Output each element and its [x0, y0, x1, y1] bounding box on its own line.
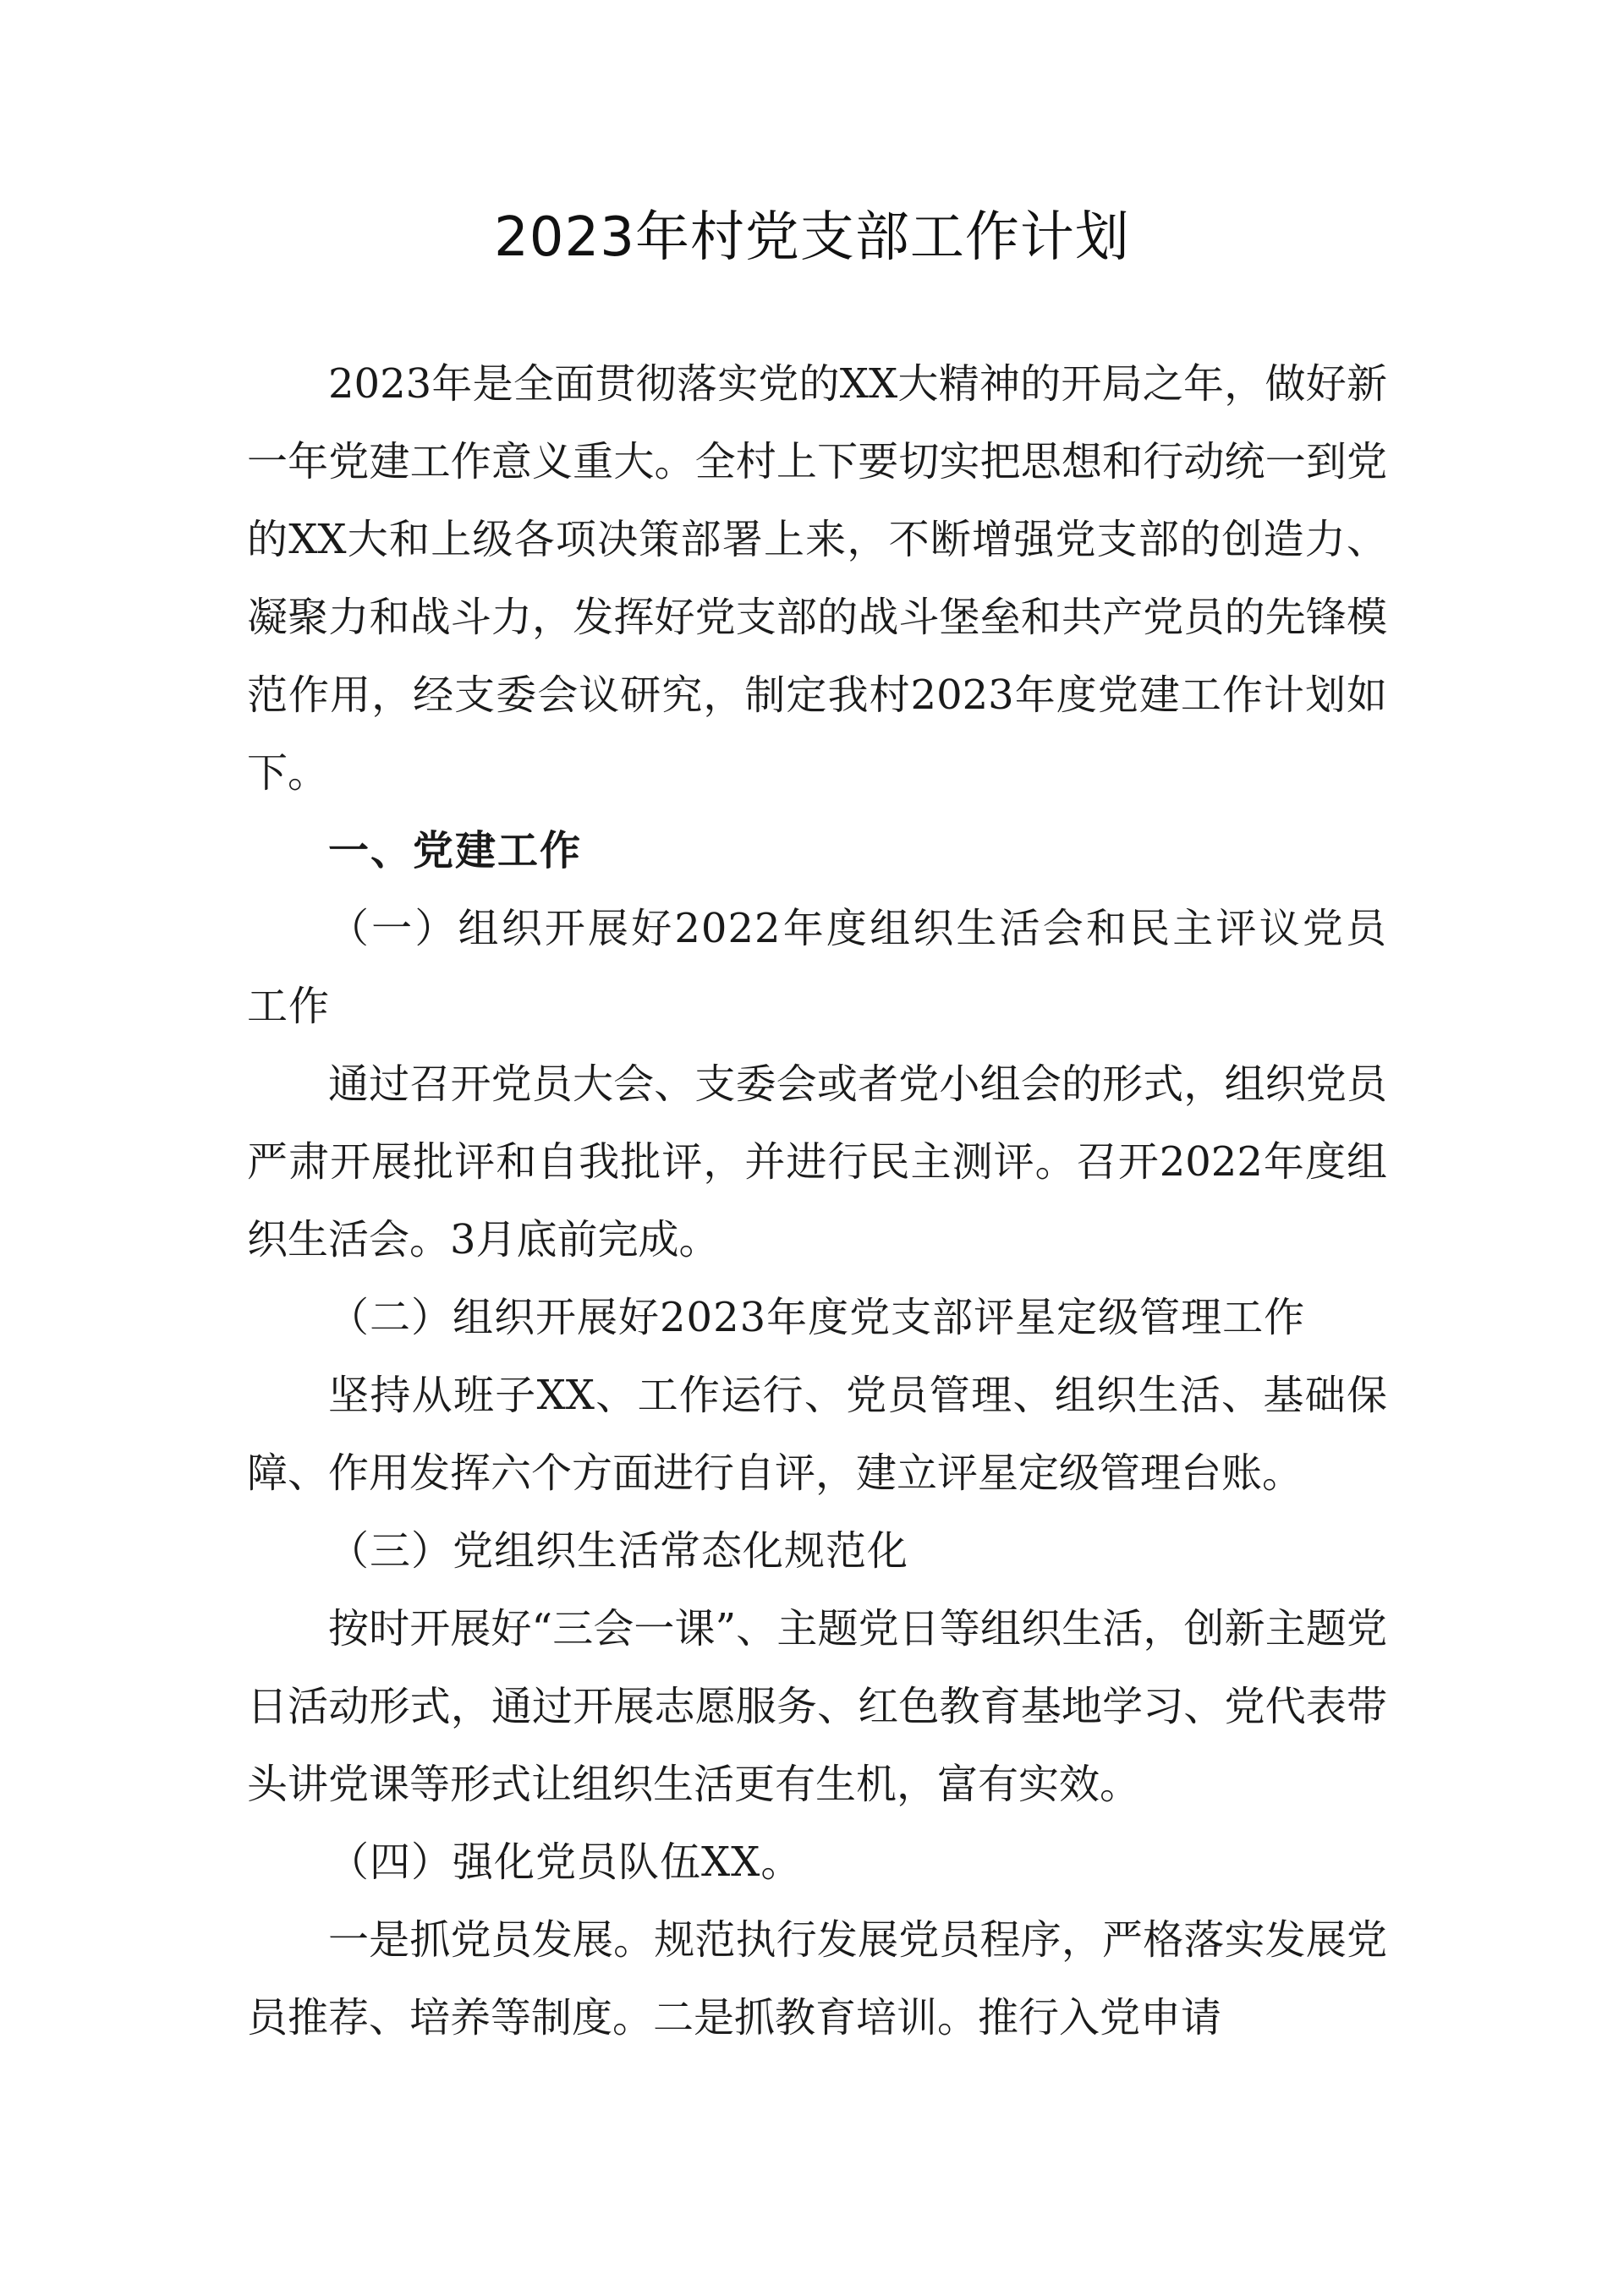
body-paragraph: 一是抓党员发展。规范执行发展党员程序，严格落实发展党员推荐、培养等制度。二是抓教育培训。推行入党申请	[247, 1916, 1387, 2041]
document-title: 2023年村党支部工作计划	[494, 206, 1130, 269]
subsection-heading-2: （二）组织开展好2023年度党支部评星定级管理工作	[328, 1294, 1306, 1341]
body-paragraph: 坚持从班子XX、工作运行、党员管理、组织生活、基础保障、作用发挥六个方面进行自评，建立评星定级管理台账。	[247, 1372, 1387, 1497]
document-body	[247, 345, 1387, 2057]
subsection-heading-1: （一）组织开展好2022年度组织生活会和民主评议党员工作	[247, 905, 1387, 1030]
subsection-heading-4: （四）强化党员队伍XX。	[328, 1838, 803, 1886]
intro-paragraph: 2023年是全面贯彻落实党的XX大精神的开局之年，做好新一年党建工作意义重大。全村上下要切实把思想和行动统一到党的XX大和上级各项决策部署上来，不断增强党支部的创造力、凝聚力和战斗力，发挥好党支部的战斗堡垒和共产党员的先锋模范作用，经支委会议研究，制定我村2023年度党建工作计划如下。	[247, 360, 1387, 797]
subsection-heading-3: （三）党组织生活常态化规范化	[328, 1527, 909, 1575]
body-paragraph: 按时开展好“三会一课”、主题党日等组织生活，创新主题党日活动形式，通过开展志愿服务、红色教育基地学习、党代表带头讲党课等形式让组织生活更有生机，富有实效。	[247, 1605, 1387, 1808]
body-paragraph: 通过召开党员大会、支委会或者党小组会的形式，组织党员严肃开展批评和自我批评，并进行民主测评。召开2022年度组织生活会。3月底前完成。	[247, 1060, 1387, 1263]
section-heading-party-building: 一、党建工作	[328, 827, 583, 874]
